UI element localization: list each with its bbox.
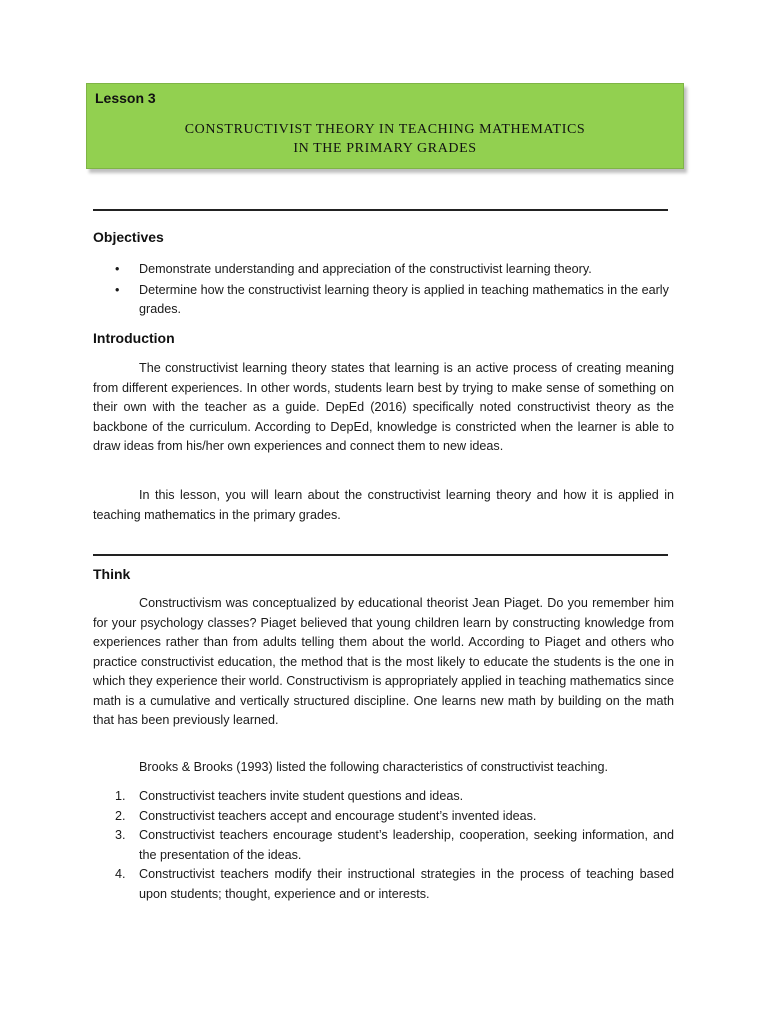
objective-item (93, 281, 673, 320)
characteristic-item (93, 787, 674, 807)
objective-text: Determine how the constructivist learning theory is applied in teaching mathematics in the early grades. (139, 282, 669, 316)
item-number: 4. (115, 867, 126, 881)
item-number: 1. (115, 789, 126, 803)
characteristic-item (93, 865, 674, 904)
item-number: 3. (115, 828, 126, 842)
lesson-title (87, 120, 683, 158)
objectives-heading: Objectives (93, 229, 164, 245)
characteristic-item (93, 826, 674, 865)
lesson-title-line-1: CONSTRUCTIVIST THEORY IN TEACHING MATHEMATICS (184, 122, 586, 137)
introduction-heading: Introduction (93, 330, 175, 346)
introduction-paragraph-1: The constructivist learning theory states that learning is an active process of creating meaning from different experiences. In other words, students learn best by trying to make sense of something on their own with the teacher as a guide. DepEd (2016) specifically noted constructivist theory as the backbone of the curriculum. According to DepEd, knowledge is constricted when the learner is able to draw ideas from his/her own experiences and connect them to new ideas. (93, 361, 674, 453)
bullet-icon: • (115, 282, 120, 297)
bullet-icon: • (115, 262, 120, 276)
section-divider-1 (93, 209, 668, 211)
lesson-label: Lesson 3 (95, 90, 156, 106)
think-paragraph-2: Brooks & Brooks (1993) listed the following characteristics of constructivist teaching. (139, 760, 608, 774)
item-number: 2. (115, 808, 126, 823)
item-text: Constructivist teachers encourage student’s leadership, cooperation, seeking information, and the presentation of the ideas. (139, 828, 674, 862)
item-text: Constructivist teachers accept and encourage student’s invented ideas. (139, 808, 537, 823)
objective-text: Demonstrate understanding and appreciation of the constructivist learning theory. (139, 262, 592, 276)
think-heading: Think (93, 566, 131, 582)
objectives-list (93, 260, 673, 321)
item-text: Constructivist teachers modify their instructional strategies in the process of teaching based upon students; thought, experience and or interests. (139, 867, 674, 901)
section-divider-2 (93, 554, 668, 556)
lesson-banner (86, 83, 684, 169)
lesson-title-line-2: IN THE PRIMARY GRADES (293, 141, 477, 156)
item-text: Constructivist teachers invite student questions and ideas. (139, 789, 464, 803)
characteristics-list (93, 787, 674, 904)
think-paragraph-1: Constructivism was conceptualized by educational theorist Jean Piaget. Do you remember him for your psychology classes? Piaget believed that young children learn by constructing knowledge from experiences rather than from adults telling them about the world. According to Piaget and others who practice constructivist education, the method that is the most likely to educate the students is the one in which they experience their world. Constructivism is appropriately applied in teaching mathematics since math is a cumulative and vertically structured discipline. One learns new math by building on the math that has been previously learned. (93, 596, 674, 727)
objective-item (93, 260, 673, 280)
introduction-paragraph-2: In this lesson, you will learn about the constructivist learning theory and how it is applied in teaching mathematics in the primary grades. (93, 488, 674, 522)
characteristic-item (93, 807, 674, 827)
